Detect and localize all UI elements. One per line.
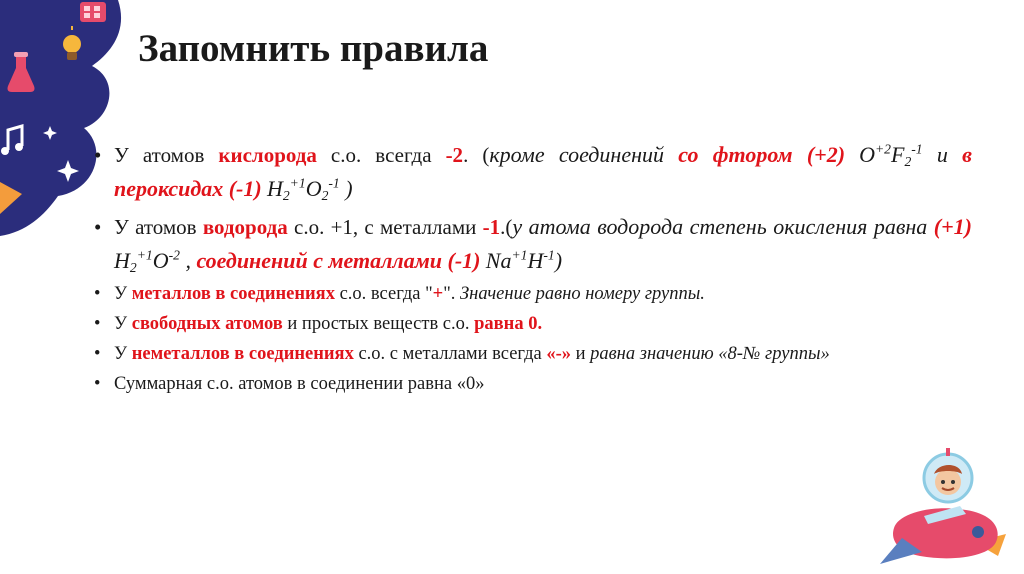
- rule-text: Суммарная с.о. атомов в соединении равна «0»: [114, 374, 485, 394]
- astronaut-plane-icon: [874, 444, 1024, 574]
- rule-text: с.о. всегда: [316, 143, 446, 167]
- highlight-term: свободных атомов: [131, 314, 283, 334]
- rule-sum: [88, 372, 972, 396]
- rule-text: . (: [463, 143, 490, 167]
- rule-text: с.о. с металлами всегда: [353, 344, 547, 364]
- highlight-value: +: [432, 284, 444, 304]
- rule-nonmetals: [88, 342, 972, 366]
- rule-text: У атомов: [114, 215, 203, 239]
- highlight-term: водорода: [202, 215, 288, 239]
- rule-text: и простых веществ с.о.: [282, 314, 475, 334]
- rule-oxygen: [88, 138, 972, 206]
- formula-h2o2: $H_2^{+1}O_2^{-1}$: [266, 175, 340, 204]
- page-title: Запомнить правила: [138, 27, 489, 70]
- formula-of2: $O^{+2}F_2^{-1}$: [859, 141, 923, 170]
- rule-metals: [88, 282, 972, 306]
- rule-text: с.о. +1, с металлами: [287, 215, 483, 239]
- rule-note: у атома водорода степень окисления равна: [512, 214, 934, 239]
- rule-note: ,: [179, 248, 197, 273]
- highlight-value: «-»: [546, 344, 571, 364]
- rule-note: Значение равно номеру группы.: [460, 284, 705, 304]
- rule-free-atoms: [88, 312, 972, 336]
- highlight-note: в пероксидах (-1): [114, 142, 973, 201]
- rule-text: У: [114, 314, 132, 334]
- rule-note: равна значению «8-№ группы»: [590, 344, 830, 364]
- rule-hydrogen: [88, 210, 972, 278]
- rule-note: и: [922, 142, 963, 167]
- rule-text: У: [114, 284, 132, 304]
- highlight-value: -1: [482, 215, 501, 239]
- highlight-value: -2: [445, 143, 464, 167]
- rule-text: У: [114, 344, 132, 364]
- highlight-note: со фтором (+2): [678, 142, 846, 167]
- calculator-icon: [80, 2, 106, 22]
- rule-text: ".: [443, 284, 461, 304]
- highlight-term: неметаллов в соединениях: [131, 344, 354, 364]
- rules-content: [88, 138, 972, 402]
- rules-list: [88, 138, 972, 396]
- highlight-term: кислорода: [218, 143, 317, 167]
- highlight-value: равна 0.: [474, 314, 543, 334]
- highlight-term: металлов в соединениях: [131, 284, 335, 304]
- rule-note: ): [554, 248, 563, 273]
- rule-text: У атомов: [114, 143, 219, 167]
- formula-h2o: $H_2^{+1}O^{-2}$: [114, 247, 180, 276]
- rule-text: с.о. всегда ": [334, 284, 433, 304]
- rule-text: .(: [500, 215, 513, 239]
- rule-note: кроме соединений: [489, 142, 679, 167]
- highlight-note: соединений с металлами (-1): [196, 248, 481, 273]
- rule-text: и: [571, 344, 591, 364]
- highlight-note: (+1): [933, 214, 972, 239]
- formula-nah: $Na^{+1}H^{-1}$: [485, 247, 555, 273]
- rule-note: ): [339, 176, 353, 201]
